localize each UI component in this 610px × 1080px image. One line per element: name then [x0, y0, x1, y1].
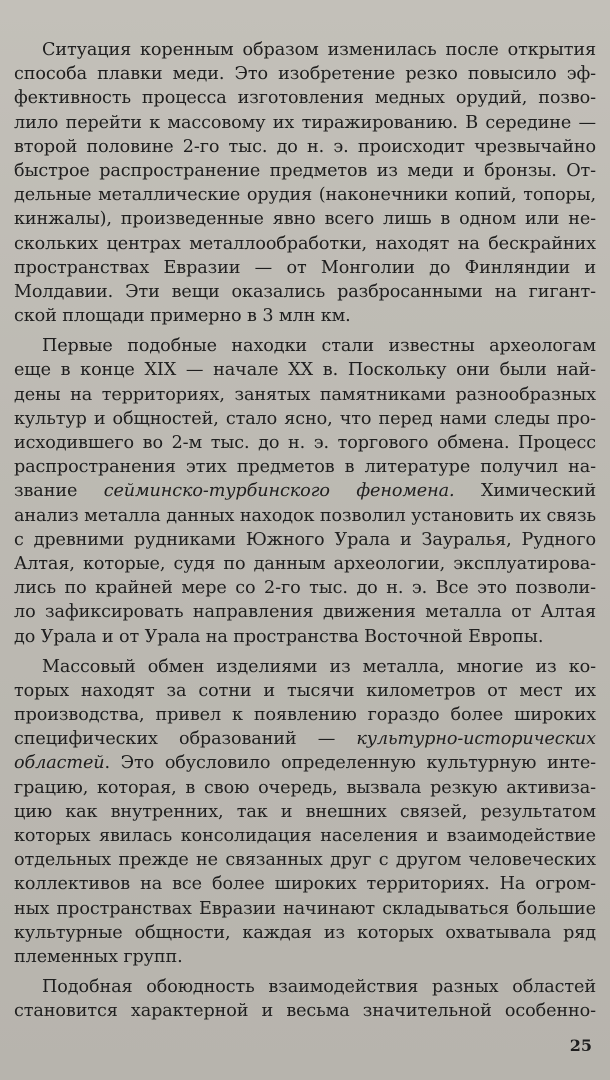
paragraph [14, 38, 596, 328]
text-line [14, 751, 596, 775]
page-number: 25 [569, 1036, 592, 1055]
text-line [14, 625, 596, 649]
text-fragment: коллективов на все более широких территориях. На огром- [14, 874, 596, 895]
text-fragment: скольких центрах металлообработки, находят на бескрайних [14, 233, 596, 254]
text-fragment: Алтая, которые, судя по данным археологии, эксплуатирова- [14, 553, 596, 574]
text-line [14, 358, 596, 382]
text-fragment: Первые подобные находки стали известны археологам [42, 336, 596, 357]
text-fragment: торых находят за сотни и тысячи километров от мест их [14, 680, 596, 701]
text-line [14, 897, 596, 921]
text-line [14, 945, 596, 969]
text-line [14, 280, 596, 304]
text-fragment: дены на территориях, занятых памятниками разнообразных [14, 384, 596, 405]
text-line [14, 921, 596, 945]
text-fragment: дельные металлические орудия (наконечники копий, топоры, [14, 185, 596, 206]
text-fragment: звание [14, 481, 104, 502]
text-line [14, 431, 596, 455]
text-fragment: культур и общностей, стало ясно, что перед нами следы про- [14, 408, 596, 429]
text-fragment: Массовый обмен изделиями из металла, многие из ко- [42, 656, 596, 677]
text-fragment: которых явилась консолидация населения и взаимодействие [14, 826, 596, 846]
text-line [14, 183, 596, 207]
body-text [14, 38, 596, 1024]
text-fragment: с древними рудниками Южного Урала и Зауралья, Рудного [14, 529, 596, 550]
text-line [14, 776, 596, 800]
text-fragment: способа плавки меди. Это изобретение резко повысило эф- [14, 64, 596, 85]
text-line [14, 256, 596, 280]
text-line [14, 975, 596, 999]
text-fragment: лись по крайней мере со 2-го тыс. до н. э. Все это позволи- [14, 578, 596, 599]
italic-term: культурно-исторических [356, 729, 596, 750]
text-line [14, 679, 596, 703]
text-line [14, 159, 596, 183]
text-fragment: специфических образований — [14, 729, 357, 750]
text-line [14, 111, 596, 135]
text-fragment: отдельных прежде не связанных друг с другом человеческих [14, 850, 596, 871]
text-line [14, 703, 596, 727]
text-line [14, 62, 596, 86]
text-fragment: становится характерной и весьма значительной особенно- [14, 1001, 596, 1022]
text-line [14, 727, 596, 751]
italic-term: областей [14, 753, 105, 774]
text-line [14, 86, 596, 110]
text-line [14, 576, 596, 600]
italic-term: сейминско-турбинского феномена. [103, 481, 455, 502]
paragraph [14, 334, 596, 648]
text-line [14, 383, 596, 407]
text-fragment: анализ металла данных находок позволил установить их связь [14, 505, 596, 526]
text-fragment: племенных групп. [14, 946, 183, 967]
text-line [14, 552, 596, 576]
text-fragment: грацию, которая, в свою очередь, вызвала резкую активиза- [14, 777, 596, 798]
text-fragment: ской площади примерно в 3 млн км. [14, 306, 351, 327]
text-fragment: Химический [454, 481, 596, 502]
text-line [14, 38, 596, 62]
text-fragment: ных пространствах Евразии начинают складываться большие [14, 898, 596, 919]
paragraph [14, 655, 596, 969]
text-fragment: до Урала и от Урала на пространства Восточной Европы. [14, 626, 544, 647]
paragraph [14, 975, 596, 1023]
text-line [14, 479, 596, 503]
text-line [14, 848, 596, 872]
text-fragment: пространствах Евразии — от Монголии до Финляндии и [14, 257, 596, 278]
text-fragment: кинжалы), произведенные явно всего лишь в одном или не- [14, 209, 596, 230]
text-line [14, 232, 596, 256]
text-fragment: Молдавии. Эти вещи оказались разбросанными на гигант- [14, 281, 596, 302]
text-line [14, 135, 596, 159]
text-line [14, 655, 596, 679]
text-line [14, 824, 596, 848]
text-fragment: ло зафиксировать направления движения металла от Алтая [14, 602, 596, 623]
text-fragment: цию как внутренних, так и внешних связей, результатом [14, 801, 596, 822]
text-fragment: . Это обусловило определенную культурную инте- [104, 753, 596, 774]
text-line [14, 528, 596, 552]
text-fragment: культурные общности, каждая из которых охватывала ряд [14, 922, 596, 943]
text-line [14, 207, 596, 231]
text-fragment: второй половине 2-го тыс. до н. э. происходит чрезвычайно [14, 136, 596, 157]
text-line [14, 334, 596, 358]
text-fragment: лило перейти к массовому их тиражированию. В середине — [14, 112, 596, 133]
text-line [14, 800, 596, 824]
text-line [14, 999, 596, 1023]
text-fragment: еще в конце XIX — начале XX в. Поскольку они были най- [14, 360, 596, 381]
text-line [14, 872, 596, 896]
text-fragment: быстрое распространение предметов из меди и бронзы. От- [14, 160, 596, 181]
text-fragment: Подобная обоюдность взаимодействия разных областей [42, 977, 596, 998]
text-line [14, 455, 596, 479]
text-line [14, 407, 596, 431]
text-fragment: исходившего во 2-м тыс. до н. э. торгового обмена. Процесс [14, 433, 596, 453]
text-fragment: Ситуация коренным образом изменилась после открытия [42, 40, 596, 60]
text-fragment: распространения этих предметов в литературе получил на- [14, 457, 596, 478]
text-line [14, 600, 596, 624]
text-line [14, 504, 596, 528]
text-line [14, 304, 596, 328]
text-fragment: производства, привел к появлению гораздо более широких [14, 705, 596, 726]
text-fragment: фективность процесса изготовления медных орудий, позво- [14, 88, 596, 109]
